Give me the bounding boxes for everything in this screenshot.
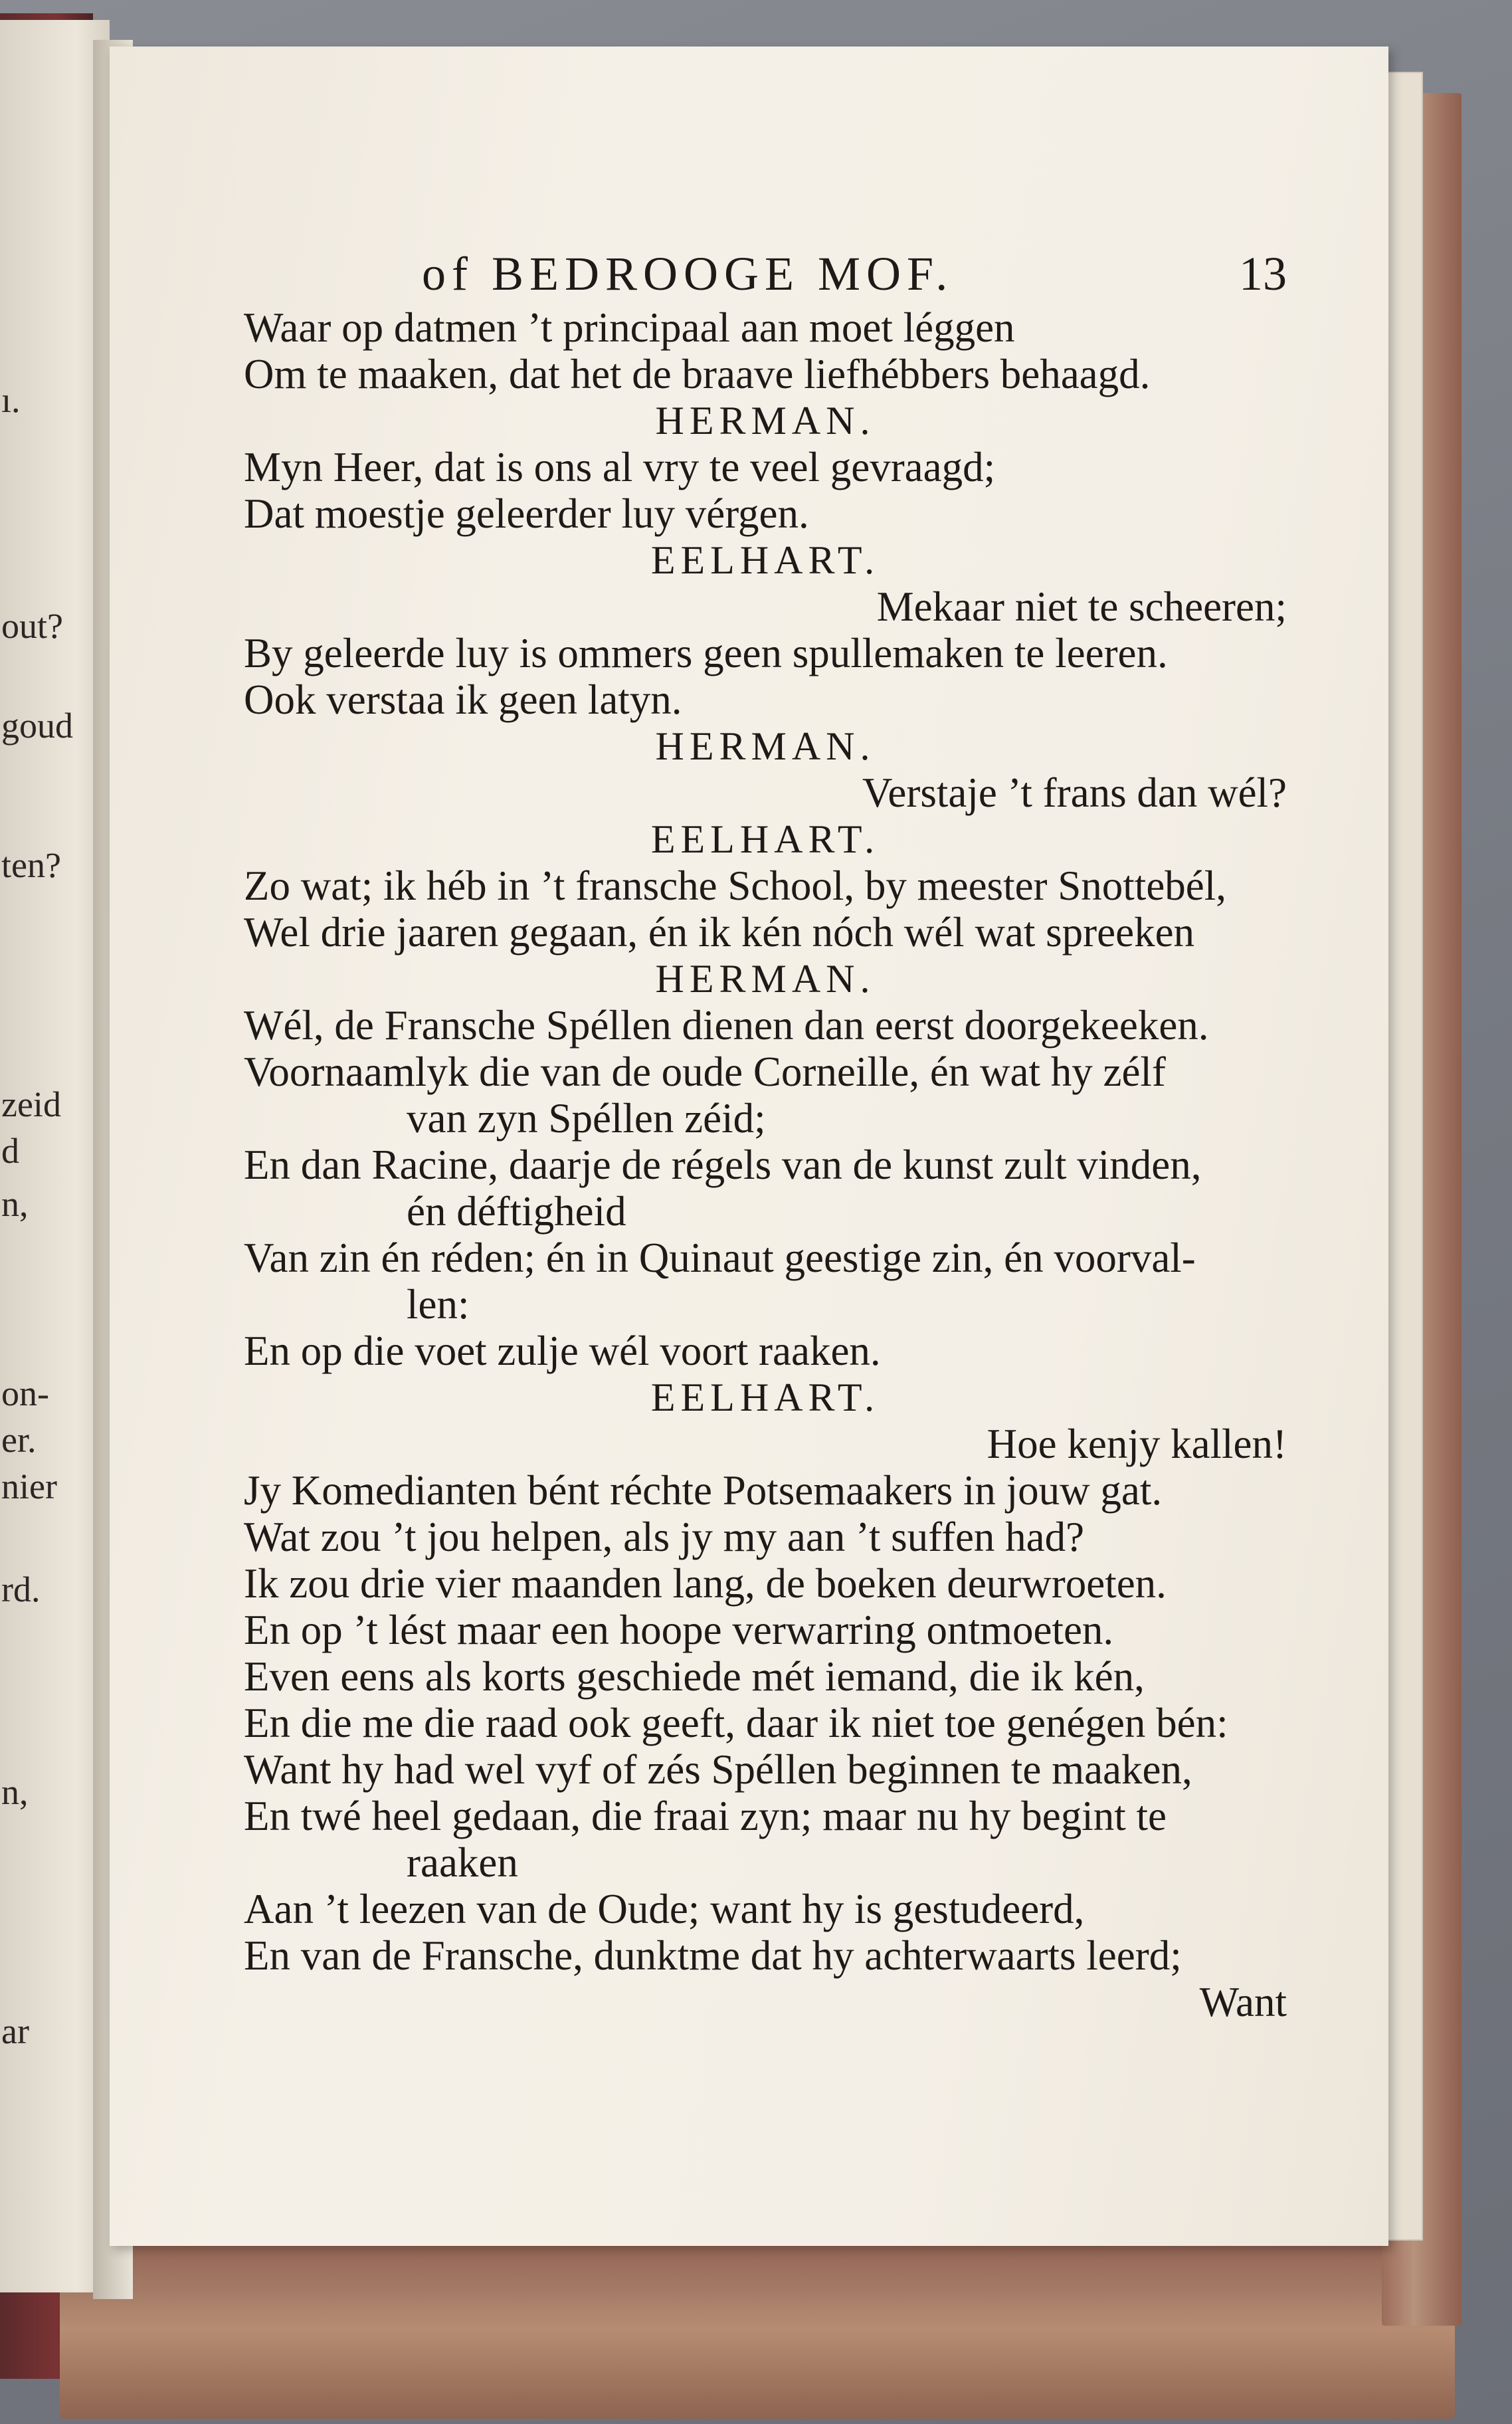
verse-line: En op die voet zulje wél voort raaken. <box>244 1328 881 1374</box>
verse-line: Aan ’t leezen van de Oude; want hy is gestudeerd, <box>244 1886 1085 1932</box>
facing-fragment: on- <box>1 1373 49 1413</box>
speaker-name: EELHART. <box>650 817 880 861</box>
page-number: 13 <box>1239 247 1287 300</box>
book-page <box>110 47 1388 2246</box>
verse-line: En dan Racine, daarje de régels van de kunst zult vinden, <box>244 1142 1202 1188</box>
verse-line: Want hy had wel vyf of zés Spéllen beginnen te maaken, <box>244 1746 1192 1793</box>
verse-line: Hoe kenjy kallen! <box>987 1421 1287 1467</box>
speaker-name: EELHART. <box>650 1375 880 1419</box>
verse-line: Zo wat; ik héb in ’t fransche School, by meester Snottebél, <box>244 862 1226 909</box>
speaker-name: HERMAN. <box>655 399 876 443</box>
facing-fragment: out? <box>1 606 63 646</box>
facing-fragment: goud <box>1 706 73 746</box>
verse-line: Ook verstaa ik geen latyn. <box>244 676 682 723</box>
verse-line: Mekaar niet te scheeren; <box>876 583 1287 630</box>
verse-line: Ik zou drie vier maanden lang, de boeken deurwroeten. <box>244 1560 1167 1607</box>
speaker-name: EELHART. <box>650 538 880 582</box>
facing-fragment: zeid <box>1 1084 61 1124</box>
verse-line: Even eens als korts geschiede mét iemand, die ik kén, <box>244 1653 1145 1700</box>
speaker-name: HERMAN. <box>655 957 876 1001</box>
verse-line: Wél, de Fransche Spéllen dienen dan eerst doorgekeeken. <box>244 1002 1209 1049</box>
verse-line: len: <box>407 1281 470 1328</box>
catchword: Want <box>1199 1979 1287 2025</box>
verse-line: Myn Heer, dat is ons al vry te veel gevraagd; <box>244 444 996 490</box>
verse-line: By geleerde luy is ommers geen spullemaken te leeren. <box>244 630 1168 676</box>
running-head <box>309 247 1305 300</box>
verse-line: Wat zou ’t jou helpen, als jy my aan ’t suffen had? <box>244 1514 1085 1560</box>
verse-line: Jy Komedianten bént réchte Potsemaakers in jouw gat. <box>244 1467 1163 1514</box>
verse-line: Van zin én réden; én in Quinaut geestige zin, én voorval- <box>244 1235 1196 1281</box>
facing-fragment: rd. <box>1 1569 41 1609</box>
bottom-cover-board <box>60 2219 1455 2419</box>
facing-fragment: n, <box>1 1184 29 1224</box>
facing-fragment: n, <box>1 1772 29 1812</box>
verse-line: En van de Fransche, dunktme dat hy achterwaarts leerd; <box>244 1932 1182 1979</box>
verse-line: Om te maaken, dat het de braave liefhébbers behaagd. <box>244 351 1151 397</box>
facing-fragment: ı. <box>1 380 21 420</box>
verse-line: En twé heel gedaan, die fraai zyn; maar nu hy begint te <box>244 1793 1167 1839</box>
facing-fragment: ten? <box>1 845 61 885</box>
verse-line: En op ’t lést maar een hoope verwarring ontmoeten. <box>244 1607 1114 1653</box>
verse-line: én déftigheid <box>407 1188 626 1235</box>
verse-line: En die me die raad ook geeft, daar ik niet toe genégen bén: <box>244 1700 1228 1746</box>
verse-line: raaken <box>407 1839 518 1886</box>
facing-fragment: d <box>1 1131 19 1171</box>
verse-line: Waar op datmen ’t principaal aan moet léggen <box>244 304 1015 351</box>
verse-line: Wel drie jaaren gegaan, én ik kén nóch wél wat spreeken <box>244 909 1195 956</box>
facing-fragment: ar <box>1 2011 29 2051</box>
speaker-name: HERMAN. <box>655 724 876 768</box>
facing-fragment: er. <box>1 1420 37 1460</box>
verse-line: Verstaje ’t frans dan wél? <box>862 769 1287 816</box>
verse-line: Dat moestje geleerder luy vérgen. <box>244 490 809 537</box>
verse-line: Voornaamlyk die van de oude Corneille, én wat hy zélf <box>244 1049 1166 1095</box>
facing-fragment: nier <box>1 1466 57 1506</box>
verse-line: van zyn Spéllen zéid; <box>407 1095 766 1142</box>
running-title: of BEDROOGE MOF. <box>422 247 954 300</box>
